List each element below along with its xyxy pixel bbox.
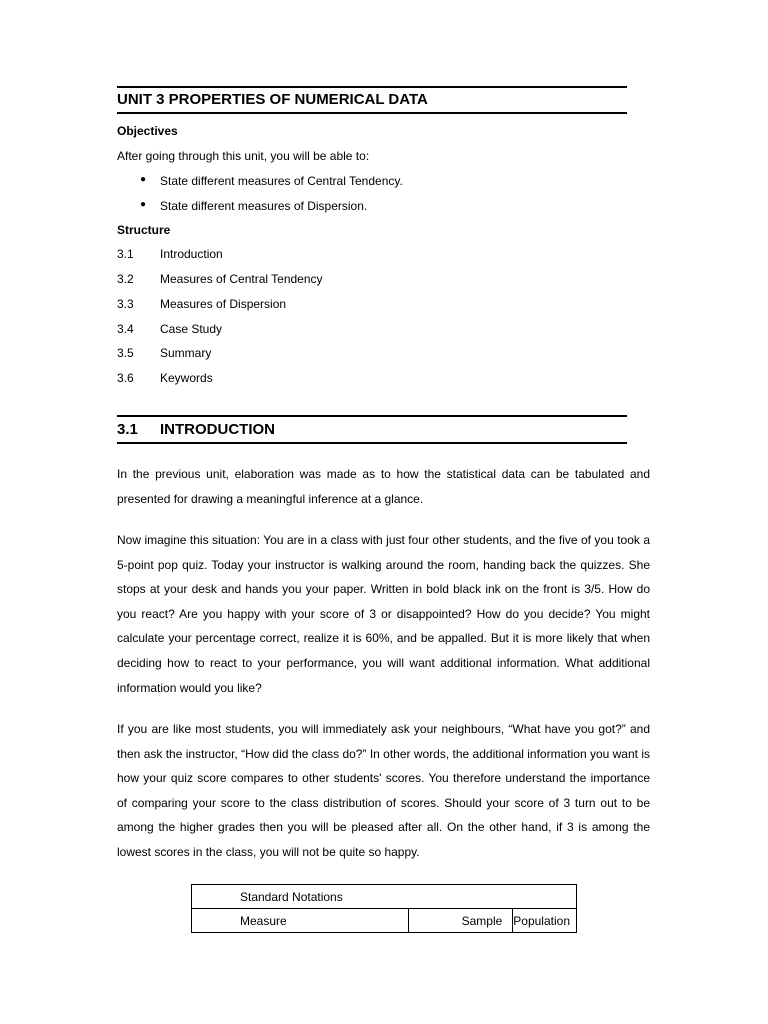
paragraph: If you are like most students, you will immediately ask your neighbours, “What have you got?” and then ask the instructor, “How did the class do?” In other words, the additional information you want is how your quiz score compares to other students' scores. You therefore understand the importance of comparing your score to the class distribution of scores. Should your score of 3 turn out to be among the higher grades then you will be pleased after all. On the other hand, if 3 is among the lowest scores in the class, you will not be quite so happy.	[117, 722, 650, 859]
table-header-measure: Measure	[192, 909, 409, 933]
structure-item: Summary	[160, 346, 212, 360]
structure-num: 3.1	[117, 247, 134, 261]
structure-item: Keywords	[160, 371, 213, 385]
bullet-icon: ●	[140, 174, 147, 185]
unit-header	[117, 86, 627, 114]
table-row	[192, 909, 577, 933]
structure-heading: Structure	[117, 223, 171, 237]
structure-item: Measures of Dispersion	[160, 297, 287, 311]
structure-num: 3.2	[117, 272, 134, 286]
bullet-icon: ●	[140, 199, 147, 210]
objectives-heading: Objectives	[117, 124, 178, 138]
section-header	[117, 415, 627, 444]
structure-num: 3.3	[117, 297, 134, 311]
structure-item: Case Study	[160, 322, 223, 336]
table-caption: Standard Notations	[192, 885, 577, 909]
objectives-intro: After going through this unit, you will be able to:	[117, 149, 370, 163]
table-row	[192, 885, 577, 909]
section-number: 3.1	[117, 420, 138, 438]
structure-item: Introduction	[160, 247, 223, 261]
objective-item: State different measures of Dispersion.	[160, 199, 368, 213]
structure-num: 3.4	[117, 322, 134, 336]
structure-item: Measures of Central Tendency	[160, 272, 323, 286]
section-title: INTRODUCTION	[160, 420, 275, 438]
structure-num: 3.5	[117, 346, 134, 360]
structure-num: 3.6	[117, 371, 134, 385]
paragraph: Now imagine this situation: You are in a class with just four other students, and the five of you took a 5-point pop quiz. Today your instructor is walking around the room, handing back the quizzes. She stops at your desk and hands you your paper. Written in bold black ink on the front is 3/5. How do you react? Are you happy with your score of 3 or disappointed? How do you decide? You might calculate your percentage correct, realize it is 60%, and be appalled. But it is more likely that when deciding how to react to your performance, you will want additional information. What additional information would you like?	[117, 533, 650, 695]
standard-notations-table	[191, 884, 577, 933]
table-header-population: Population	[513, 909, 577, 933]
paragraph: In the previous unit, elaboration was made as to how the statistical data can be tabulated and presented for drawing a meaningful inference at a glance.	[117, 467, 650, 506]
unit-title: UNIT 3 PROPERTIES OF NUMERICAL DATA	[117, 91, 428, 108]
objective-item: State different measures of Central Tendency.	[160, 174, 403, 188]
table-header-sample: Sample	[408, 909, 512, 933]
